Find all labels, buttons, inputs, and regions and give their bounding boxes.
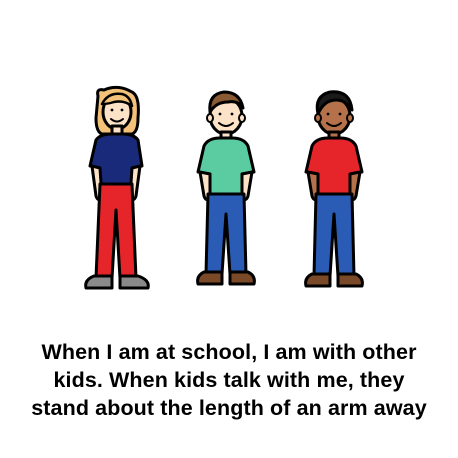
- figure-girl: [86, 87, 149, 288]
- caption-line-1: When I am at school, I am with other: [41, 340, 417, 364]
- caption-line-2: kids. When kids talk with me, they: [53, 368, 405, 392]
- caption-line-3: stand about the length of an arm away: [31, 396, 427, 420]
- figure-boy-red-shirt: [306, 92, 363, 286]
- figure-boy-green-shirt: [198, 92, 255, 284]
- caption: [6, 338, 452, 422]
